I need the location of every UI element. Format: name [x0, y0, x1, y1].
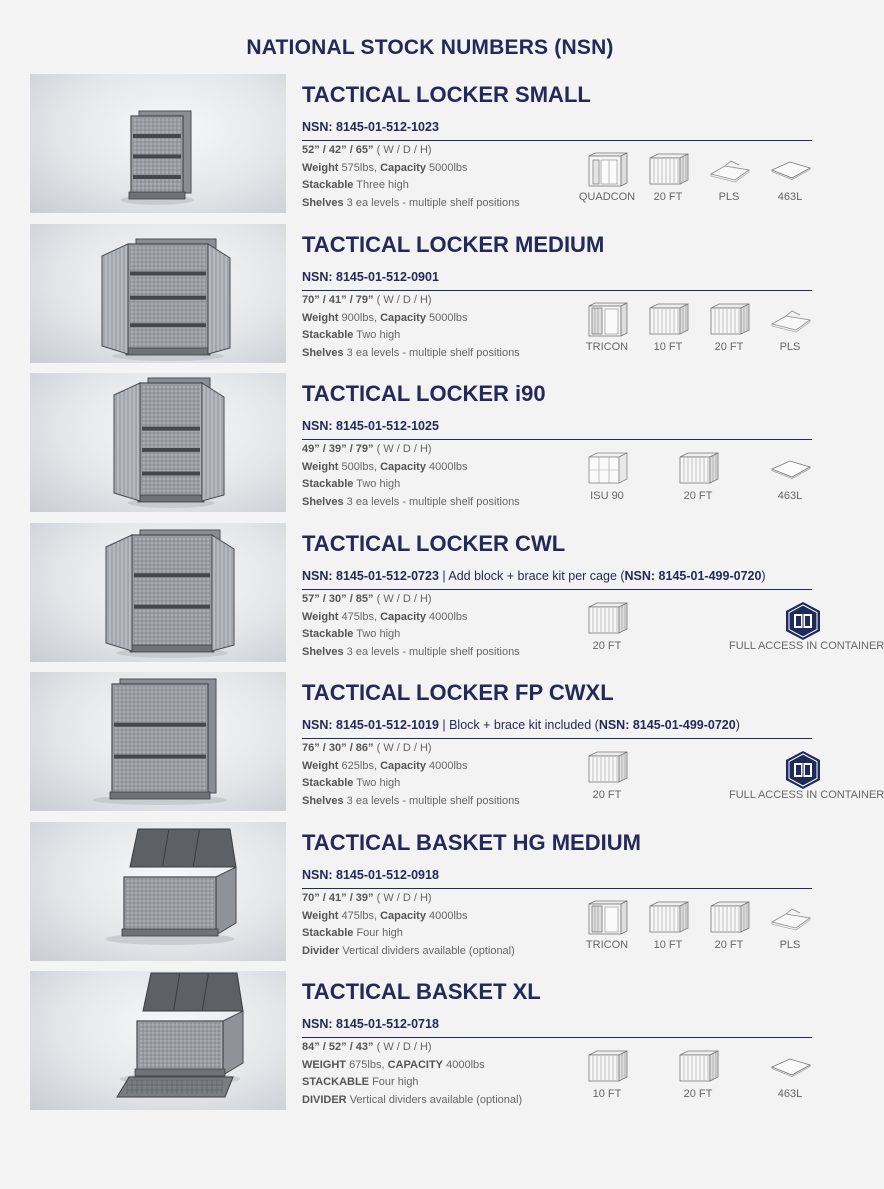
stackable: Stackable Three high	[302, 179, 409, 191]
divider	[302, 439, 812, 440]
shipping-container-icon	[633, 302, 703, 362]
tricon-container-icon	[572, 900, 642, 960]
shelves-divider: Shelves 3 ea levels - multiple shelf positions	[302, 645, 520, 658]
stackable: Stackable Two high	[302, 478, 401, 490]
shipping-container-icon	[572, 601, 642, 661]
product-name: TACTICAL BASKET HG MEDIUM	[302, 830, 641, 855]
shelves-divider: Shelves 3 ea levels - multiple shelf positions	[302, 196, 520, 209]
weight-capacity: Weight 625lbs, Capacity 4000lbs	[302, 759, 468, 772]
product-nsn: NSN: 8145-01-512-0723 | Add block + brace kit per cage (NSN: 8145-01-499-0720)	[302, 569, 766, 583]
icon-label: 463L	[777, 191, 803, 203]
compatibility-icons	[572, 302, 812, 362]
weight-capacity: Weight 475lbs, Capacity 4000lbs	[302, 909, 468, 922]
page-title: NATIONAL STOCK NUMBERS (NSN)	[246, 36, 614, 59]
product-info	[302, 373, 812, 512]
icon-label: PLS	[779, 939, 801, 951]
divider	[302, 589, 812, 590]
dimensions: 70” / 41” / 39” ( W / D / H)	[302, 892, 432, 904]
product-name: TACTICAL LOCKER SMALL	[302, 82, 591, 107]
product-info	[302, 523, 884, 662]
divider	[302, 738, 812, 739]
product-nsn: NSN: 8145-01-512-0901	[302, 270, 439, 284]
product-row	[30, 523, 884, 662]
weight-capacity: Weight 575lbs, Capacity 5000lbs	[302, 161, 468, 174]
icon-label: ISU 90	[590, 490, 624, 502]
product-row	[30, 373, 827, 512]
shelves-divider: Shelves 3 ea levels - multiple shelf positions	[302, 495, 520, 508]
compatibility-icons	[572, 451, 812, 511]
product-info	[302, 224, 812, 363]
product-nsn: NSN: 8145-01-512-0718	[302, 1017, 439, 1031]
weight-capacity: Weight 500lbs, Capacity 4000lbs	[302, 460, 468, 473]
product-nsn: NSN: 8145-01-512-1025	[302, 419, 439, 433]
shipping-container-icon	[663, 1049, 733, 1109]
product-nsn: NSN: 8145-01-512-1019 | Block + brace kit included (NSN: 8145-01-499-0720)	[302, 718, 740, 732]
stackable: Stackable Two high	[302, 628, 401, 640]
shelves-divider: Shelves 3 ea levels - multiple shelf positions	[302, 346, 520, 359]
shipping-container-icon	[633, 152, 703, 212]
icon-label: 20 FT	[592, 640, 622, 652]
icon-label: QUADCON	[578, 191, 636, 203]
product-specs	[302, 1039, 522, 1109]
divider	[302, 1037, 812, 1038]
product-specs	[302, 740, 520, 810]
weight-capacity: Weight 475lbs, Capacity 4000lbs	[302, 610, 468, 623]
basket-xl-photo	[30, 971, 286, 1110]
pallet-463l-icon	[755, 1049, 825, 1109]
shipping-container-icon	[572, 750, 642, 810]
pls-flatrack-icon	[694, 152, 764, 212]
icon-label: FULL ACCESS IN CONTAINER	[729, 640, 884, 652]
pallet-463l-icon	[755, 152, 825, 212]
locker-small-photo	[30, 74, 286, 213]
product-row	[30, 74, 827, 213]
shelves-divider: Shelves 3 ea levels - multiple shelf positions	[302, 794, 520, 807]
product-row	[30, 672, 884, 811]
icon-label: PLS	[779, 341, 801, 353]
dimensions: 52” / 42” / 65” ( W / D / H)	[302, 144, 432, 156]
stackable: Stackable Two high	[302, 777, 401, 789]
product-info	[302, 74, 812, 213]
shelves-divider: Divider Vertical dividers available (optional)	[302, 944, 515, 957]
stackable: Stackable Two high	[302, 329, 401, 341]
compatibility-icons	[572, 601, 884, 661]
icon-label: 10 FT	[592, 1088, 622, 1100]
product-row	[30, 224, 827, 363]
divider	[302, 290, 812, 291]
compatibility-icons	[572, 900, 812, 960]
product-nsn: NSN: 8145-01-512-1023	[302, 120, 439, 134]
shipping-container-icon	[694, 302, 764, 362]
pls-flatrack-icon	[755, 900, 825, 960]
product-row	[30, 971, 827, 1110]
product-info	[302, 672, 884, 811]
shipping-container-icon	[694, 900, 764, 960]
icon-label: 20 FT	[683, 1088, 713, 1100]
isu-container-icon	[572, 451, 642, 511]
icon-label: PLS	[718, 191, 740, 203]
dimensions: 76” / 30” / 86” ( W / D / H)	[302, 742, 432, 754]
product-name: TACTICAL LOCKER MEDIUM	[302, 232, 605, 257]
icon-label: TRICON	[585, 341, 629, 353]
dimensions: 84” / 52” / 43” ( W / D / H)	[302, 1041, 432, 1053]
locker-i90-photo	[30, 373, 286, 512]
product-name: TACTICAL LOCKER i90	[302, 381, 546, 406]
divider	[302, 888, 812, 889]
tricon-container-icon	[572, 302, 642, 362]
full-access-icon	[729, 750, 884, 810]
icon-label: 463L	[777, 490, 803, 502]
divider	[302, 140, 812, 141]
product-name: TACTICAL LOCKER CWL	[302, 531, 566, 556]
icon-label: 20 FT	[683, 490, 713, 502]
icon-label: 20 FT	[714, 341, 744, 353]
icon-label: FULL ACCESS IN CONTAINER	[729, 789, 884, 801]
icon-label: 20 FT	[653, 191, 683, 203]
icon-label: 463L	[777, 1088, 803, 1100]
product-nsn: NSN: 8145-01-512-0918	[302, 868, 439, 882]
quadcon-container-icon	[572, 152, 642, 212]
weight-capacity: Weight 900lbs, Capacity 5000lbs	[302, 311, 468, 324]
weight-capacity: WEIGHT 675lbs, CAPACITY 4000lbs	[302, 1058, 485, 1071]
shipping-container-icon	[572, 1049, 642, 1109]
product-specs	[302, 890, 515, 960]
product-name: TACTICAL BASKET XL	[302, 979, 541, 1004]
compatibility-icons	[572, 152, 812, 212]
full-access-icon	[729, 601, 884, 661]
compatibility-icons	[572, 750, 884, 810]
product-info	[302, 822, 812, 961]
icon-label: 10 FT	[653, 341, 683, 353]
icon-label: 10 FT	[653, 939, 683, 951]
shipping-container-icon	[633, 900, 703, 960]
product-row	[30, 822, 827, 961]
product-name: TACTICAL LOCKER FP CWXL	[302, 680, 614, 705]
product-specs	[302, 591, 520, 661]
locker-medium-photo	[30, 224, 286, 363]
product-info	[302, 971, 812, 1110]
compatibility-icons	[572, 1049, 812, 1109]
shelves-divider: DIVIDER Vertical dividers available (optional)	[302, 1093, 523, 1106]
dimensions: 49” / 39” / 79” ( W / D / H)	[302, 443, 432, 455]
icon-label: 20 FT	[714, 939, 744, 951]
shipping-container-icon	[663, 451, 733, 511]
pallet-463l-icon	[755, 451, 825, 511]
stackable: STACKABLE Four high	[302, 1076, 419, 1088]
icon-label: 20 FT	[592, 789, 622, 801]
icon-label: TRICON	[585, 939, 629, 951]
pls-flatrack-icon	[755, 302, 825, 362]
stackable: Stackable Four high	[302, 927, 403, 939]
basket-hg-medium-photo	[30, 822, 286, 961]
locker-cwl-photo	[30, 523, 286, 662]
product-specs	[302, 142, 520, 212]
dimensions: 57” / 30” / 85” ( W / D / H)	[302, 593, 432, 605]
product-specs	[302, 292, 520, 362]
dimensions: 70” / 41” / 79” ( W / D / H)	[302, 294, 432, 306]
product-specs	[302, 441, 520, 511]
locker-fp-cwxl-photo	[30, 672, 286, 811]
